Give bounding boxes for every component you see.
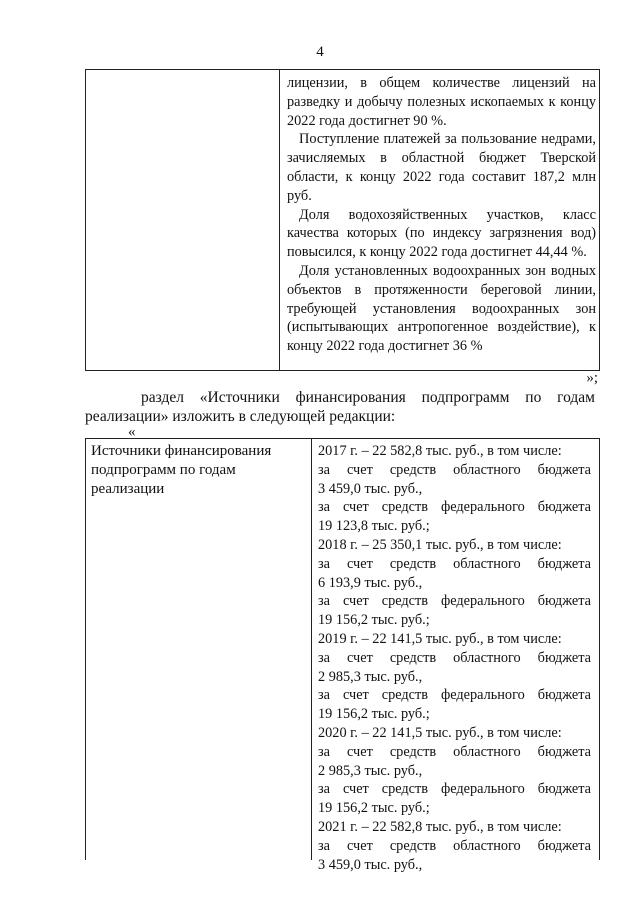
financing-line: за счет средств областного бюджета	[318, 461, 591, 478]
intro-line: реализации» изложить в следующей редакции:	[85, 408, 396, 425]
financing-line: 19 123,8 тыс. руб.;	[318, 518, 430, 535]
financing-line: 19 156,2 тыс. руб.;	[318, 800, 430, 817]
financing-label: Источники финансирования подпрограмм по годам реализации	[91, 443, 272, 497]
financing-line: за счет средств областного бюджета	[318, 649, 591, 666]
financing-line: 2 985,3 тыс. руб.,	[318, 668, 423, 685]
financing-line: за счет средств федерального бюджета	[318, 781, 591, 798]
closing-quote: »;	[586, 370, 598, 386]
column-divider	[279, 70, 280, 370]
financing-line: за счет средств федерального бюджета	[318, 687, 591, 704]
financing-table	[85, 438, 600, 873]
financing-line: 2021 г. – 22 582,8 тыс. руб., в том числе:	[318, 818, 562, 835]
financing-line: 19 156,2 тыс. руб.;	[318, 706, 430, 723]
financing-line: за счет средств областного бюджета	[318, 555, 591, 572]
financing-line: 2 985,3 тыс. руб.,	[318, 762, 423, 779]
indicator-paragraph: Доля установленных водоохранных зон водных объектов в протяженности береговой линии, требующей установления водоохранных зон (испытывающих антропогенное воздействие), к концу 2022 года достигнет 36 %	[287, 262, 596, 355]
indicator-paragraph: Поступление платежей за пользование недрами, зачисляемых в областной бюджет Тверской области, к концу 2022 года составит 187,2 млн руб.	[287, 131, 596, 204]
indicator-paragraph: Доля водохозяйственных участков, класс качества которых (по индексу загрязнения вод) повысился, к концу 2022 года достигнет 44,44 %.	[287, 206, 596, 261]
financing-line: 2019 г. – 22 141,5 тыс. руб., в том числе:	[318, 630, 562, 647]
opening-quote: «	[128, 424, 136, 440]
financing-line: за счет средств федерального бюджета	[318, 499, 591, 516]
financing-line: за счет средств федерального бюджета	[318, 593, 591, 610]
financing-line: за счет средств областного бюджета	[318, 837, 591, 854]
intro-line: раздел «Источники финансирования подпрограмм по годам	[141, 389, 595, 406]
financing-values	[318, 442, 591, 874]
indicators-cell	[287, 74, 596, 356]
financing-line: 3 459,0 тыс. руб.,	[318, 856, 423, 873]
indicators-table	[85, 69, 600, 371]
indicator-paragraph: лицензии, в общем количестве лицензий на разведку и добычу полезных ископаемых к концу 2022 года достигнет 90 %.	[287, 75, 596, 129]
financing-line: 3 459,0 тыс. руб.,	[318, 480, 423, 497]
financing-line: 2017 г. – 22 582,8 тыс. руб., в том числе:	[318, 443, 562, 459]
financing-line: 19 156,2 тыс. руб.;	[318, 612, 430, 629]
column-divider	[311, 439, 312, 860]
financing-line: за счет средств областного бюджета	[318, 743, 591, 760]
financing-line: 6 193,9 тыс. руб.,	[318, 574, 423, 591]
page-number: 4	[316, 44, 324, 60]
financing-line: 2020 г. – 22 141,5 тыс. руб., в том числе:	[318, 724, 562, 741]
financing-line: 2018 г. – 25 350,1 тыс. руб., в том числе:	[318, 536, 562, 553]
amendment-intro	[85, 388, 595, 426]
